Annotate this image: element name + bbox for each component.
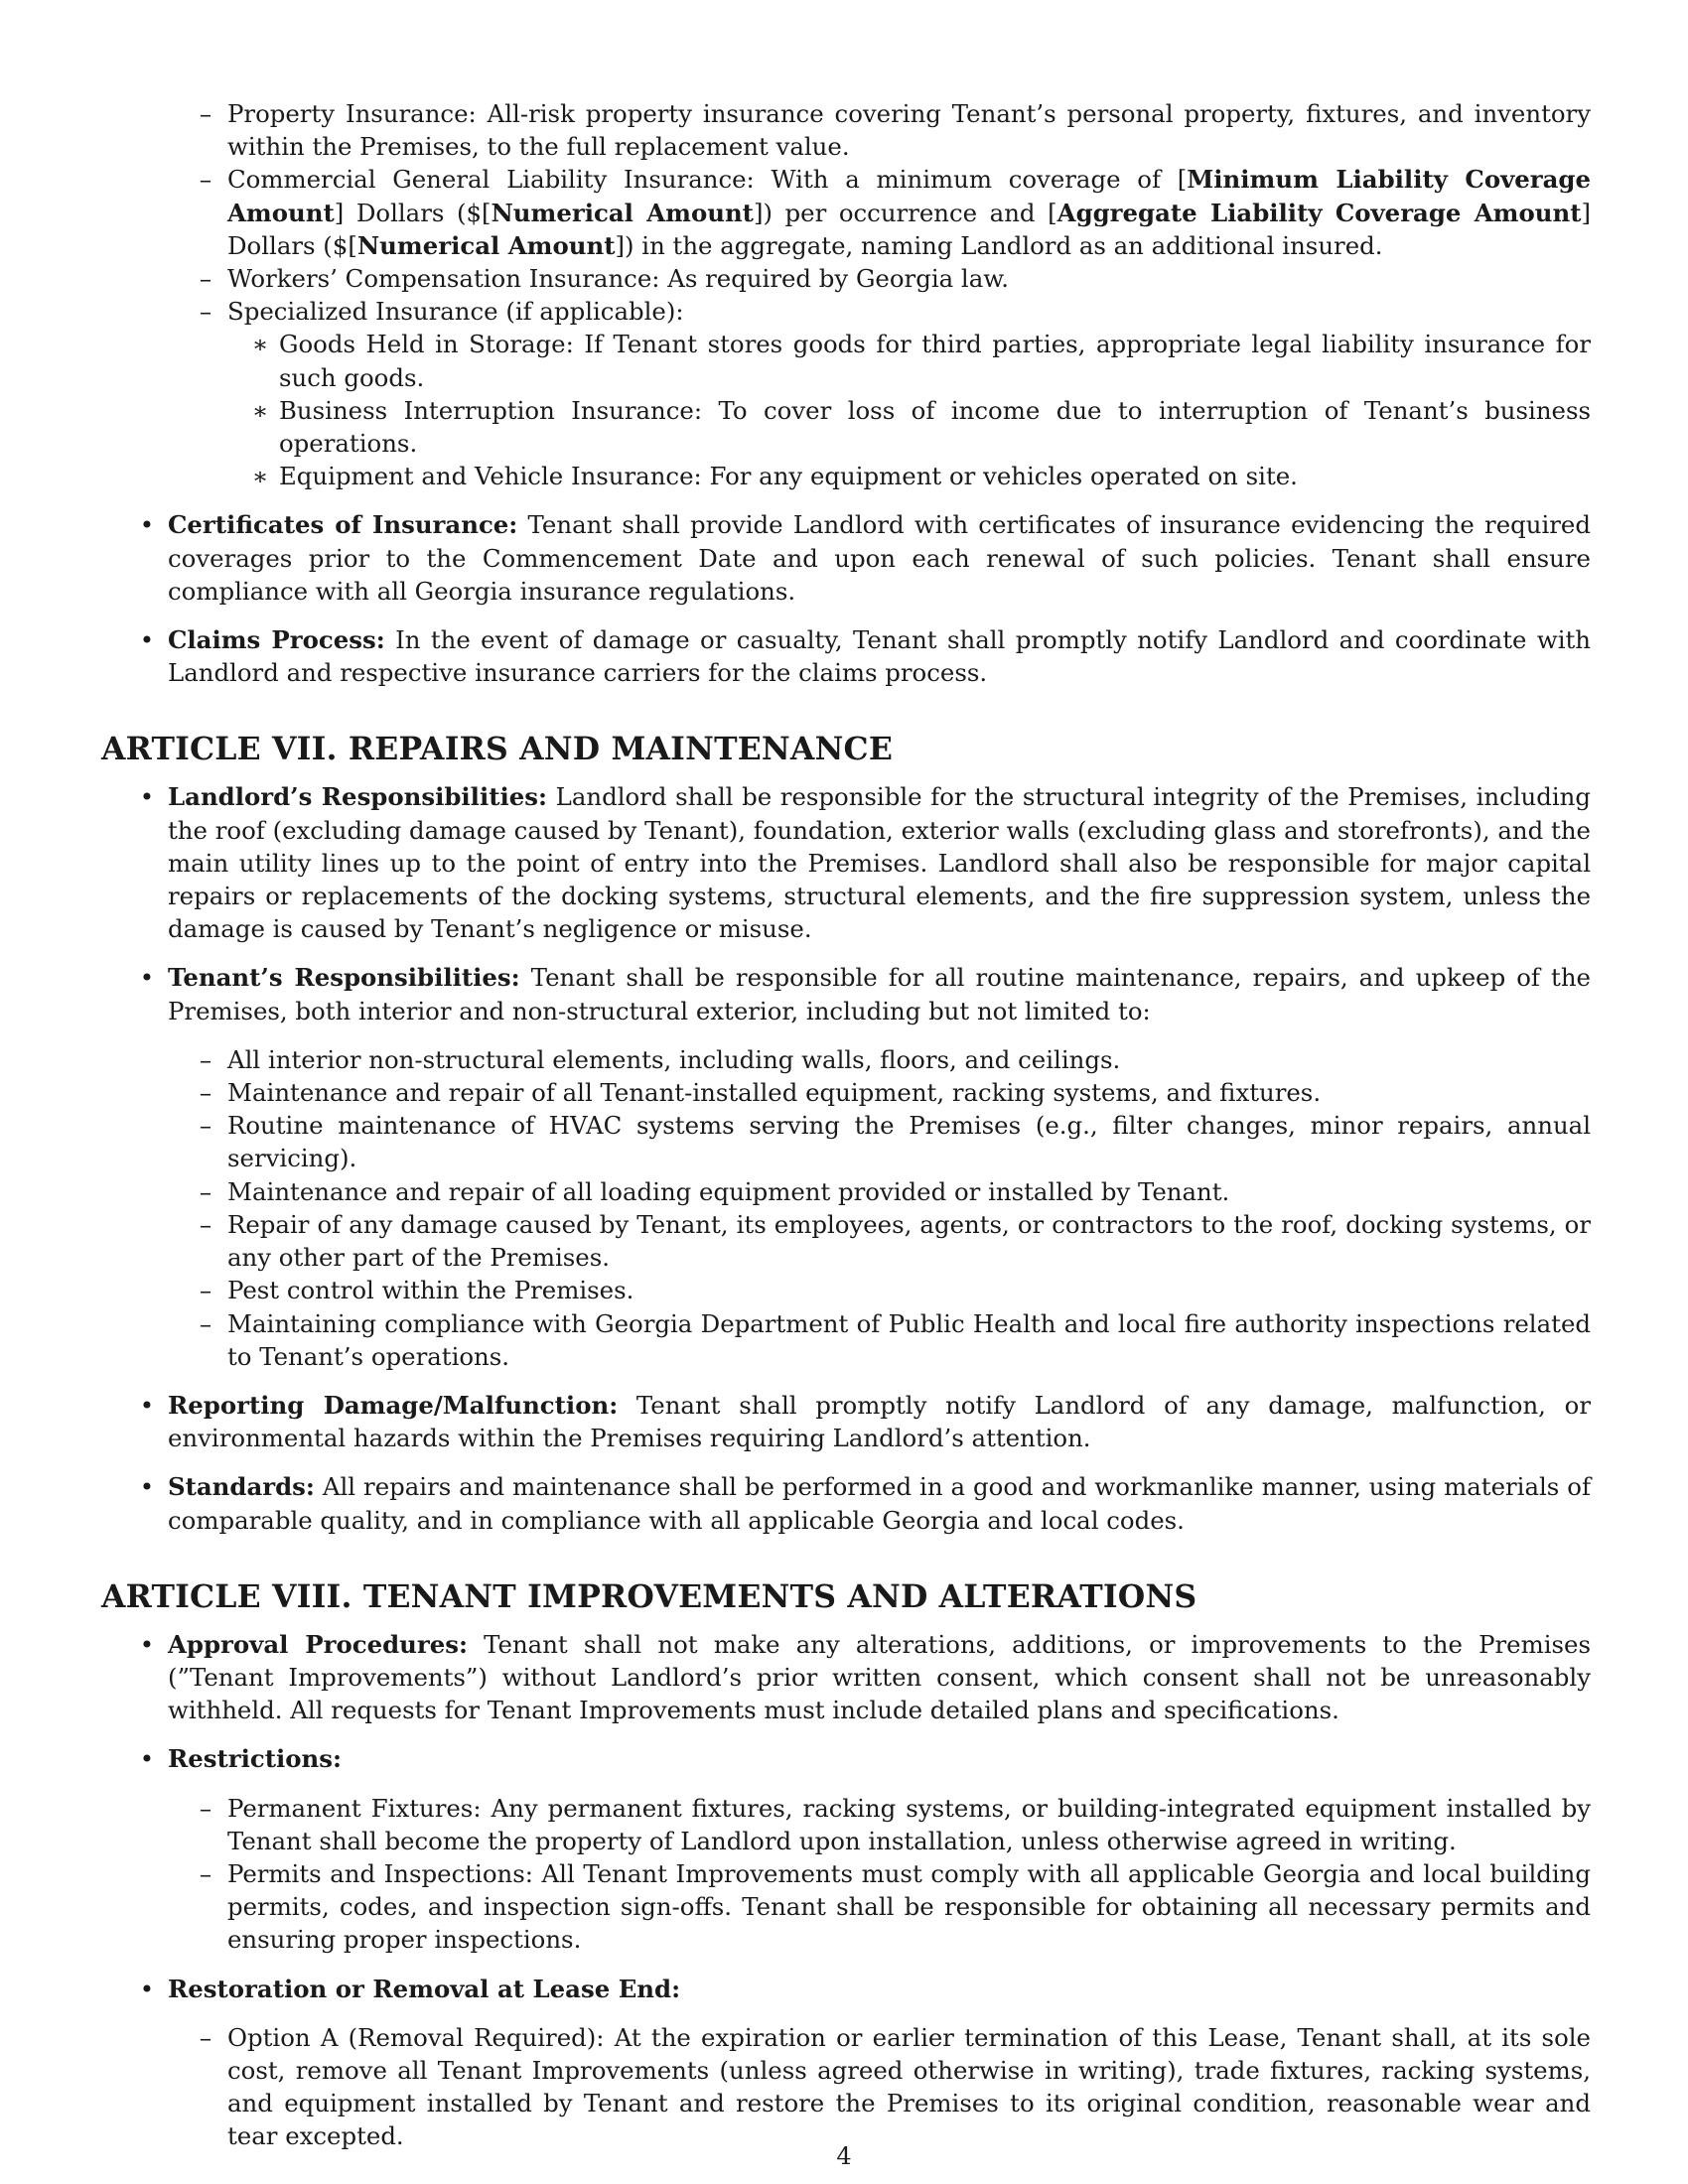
bullet-marker: •: [139, 963, 155, 993]
dash-marker: –: [199, 1044, 212, 1074]
bullet-text: All repairs and maintenance shall be performed in a good and workmanlike manner, using materials of comparable quality, and in compliance with all applicable Georgia and local codes.: [168, 1472, 1591, 1535]
restoration-item: [101, 2021, 1591, 2153]
item-text: ] Dollars ($[: [334, 198, 492, 227]
bullet-marker: •: [139, 1629, 155, 1659]
item-text: Pest control within the Premises.: [227, 1276, 634, 1305]
dash-marker: –: [199, 297, 212, 327]
dash-marker: –: [199, 1308, 212, 1338]
dash-marker: –: [199, 1858, 212, 1888]
item-text: Permanent Fixtures: Any permanent fixtures, racking systems, or building-integrated equipment installed by Tenant shall become the property of Landlord upon installation, unless otherwise agreed in writing.: [227, 1793, 1591, 1855]
item-text: Specialized Insurance (if applicable):: [227, 297, 684, 327]
specialized-subitem: [101, 460, 1591, 492]
restrictions-bullet: [101, 1742, 1591, 1775]
restriction-item: [101, 1792, 1591, 1857]
dash-marker: –: [199, 1078, 212, 1108]
bullet-text: Landlord shall be responsible for the structural integrity of the Premises, including the roof (excluding damage caused by Tenant), foundation, exterior walls (excluding glass and storefronts), and the main utility lines up to the point of entry into the Premises. Landlord shall also be responsible for major capital repairs or replacements of the docking systems, structural elements, and the fire suppression system, unless the damage is caused by Tenant’s negligence or misuse.: [168, 782, 1591, 944]
dash-marker: –: [199, 2022, 212, 2052]
specialized-subitem: [101, 394, 1591, 460]
claims-bullet: [101, 623, 1591, 689]
star-marker: ∗: [251, 330, 269, 359]
dash-marker: –: [199, 264, 212, 294]
bullet-label: Standards:: [168, 1472, 315, 1502]
item-text: Workers’ Compensation Insurance: As required by Georgia law.: [227, 264, 1009, 294]
tenant-responsibility-item: [101, 1274, 1591, 1306]
tenant-responsibility-item: [101, 1208, 1591, 1274]
tenant-responsibility-item: [101, 1109, 1591, 1174]
star-marker: ∗: [251, 462, 269, 491]
item-text: Maintenance and repair of all loading equipment provided or installed by Tenant.: [227, 1176, 1230, 1206]
bullet-marker: •: [139, 510, 155, 540]
bullet-marker: •: [139, 625, 155, 655]
bullet-label: Reporting Damage/Malfunction:: [168, 1390, 619, 1420]
landlord-responsibilities-bullet: [101, 780, 1591, 945]
insurance-property-item: [101, 97, 1591, 163]
item-text: Option A (Removal Required): At the expiration or earlier termination of this Lease, Tenant shall, at its sole cost, remove all Tenant Improvements (unless agreed otherwise in writing), trade fixtures, racking systems, and equipment installed by Tenant and restore the Premises to its original condition, reasonable wear and tear excepted.: [227, 2022, 1591, 2151]
bullet-text: Tenant shall not make any alterations, additions, or improvements to the Premises (”Tenant Improvements”) without Landlord’s prior written consent, which consent shall not be unreasonably withheld. All requests for Tenant Improvements must include detailed plans and specifications.: [168, 1629, 1591, 1725]
item-text: All interior non-structural elements, including walls, floors, and ceilings.: [227, 1044, 1121, 1074]
placeholder-text: Numerical Amount: [491, 198, 754, 227]
dash-marker: –: [199, 1209, 212, 1239]
specialized-subitem: [101, 328, 1591, 393]
insurance-workers-item: [101, 262, 1591, 295]
bullet-marker: •: [139, 1390, 155, 1420]
insurance-cgl-item: [101, 163, 1591, 262]
bullet-label: Tenant’s Responsibilities:: [168, 963, 520, 993]
bullet-label: Restoration or Removal at Lease End:: [168, 1974, 681, 2003]
item-text: Property Insurance: All-risk property insurance covering Tenant’s personal property, fixtures, and inventory within the Premises, to the full replacement value.: [227, 99, 1591, 162]
approval-procedures-bullet: [101, 1628, 1591, 1727]
tenant-responsibility-item: [101, 1043, 1591, 1076]
bullet-text: Tenant shall provide Landlord with certificates of insurance evidencing the required coverages prior to the Commencement Date and upon each renewal of such policies. Tenant shall ensure compliance with all Georgia insurance regulations.: [168, 510, 1591, 606]
dash-marker: –: [199, 1793, 212, 1823]
bullet-text: In the event of damage or casualty, Tenant shall promptly notify Landlord and coordinate with Landlord and respective insurance carriers for the claims process.: [168, 625, 1592, 688]
item-text: Routine maintenance of HVAC systems serving the Premises (e.g., filter changes, minor repairs, annual servicing).: [227, 1111, 1591, 1173]
dash-marker: –: [199, 165, 212, 195]
item-text: Goods Held in Storage: If Tenant stores goods for third parties, appropriate legal liability insurance for such goods.: [279, 330, 1591, 392]
bullet-marker: •: [139, 1974, 155, 2003]
restriction-item: [101, 1857, 1591, 1957]
bullet-marker: •: [139, 782, 155, 812]
item-text: Permits and Inspections: All Tenant Improvements must comply with all applicable Georgia and local building permits, codes, and inspection sign-offs. Tenant shall be responsible for obtaining all necessary permits and ensuring proper inspections.: [227, 1858, 1591, 1955]
article-8-heading: ARTICLE VIII. TENANT IMPROVEMENTS AND ALTERATIONS: [101, 1577, 1197, 1615]
bullet-label: Approval Procedures:: [168, 1629, 468, 1659]
dash-marker: –: [199, 1111, 212, 1141]
tenant-responsibility-item: [101, 1076, 1591, 1109]
placeholder-text: Minimum Liability Coverage Amount: [227, 165, 1592, 227]
dash-marker: –: [199, 1176, 212, 1206]
bullet-marker: •: [139, 1744, 155, 1774]
certificates-bullet: [101, 508, 1591, 608]
placeholder-text: Numerical Amount: [356, 230, 616, 260]
tenant-responsibilities-bullet: [101, 961, 1591, 1026]
insurance-specialized-item: [101, 295, 1591, 328]
restoration-bullet: [101, 1973, 1591, 2005]
page-content: [101, 97, 1591, 2153]
bullet-text: Tenant shall promptly notify Landlord of any damage, malfunction, or environmental hazards within the Premises requiring Landlord’s attention.: [168, 1390, 1591, 1453]
item-text: ]) per occurrence and [: [753, 198, 1057, 227]
item-text: Equipment and Vehicle Insurance: For any equipment or vehicles operated on site.: [279, 462, 1298, 491]
dash-marker: –: [199, 1276, 212, 1305]
item-text: Commercial General Liability Insurance: With a minimum coverage of [: [227, 165, 1188, 195]
bullet-label: Claims Process:: [168, 625, 385, 655]
bullet-label: Restrictions:: [168, 1744, 343, 1774]
tenant-responsibility-item: [101, 1175, 1591, 1208]
bullet-marker: •: [139, 1472, 155, 1502]
item-text: ]) in the aggregate, naming Landlord as an additional insured.: [615, 230, 1383, 260]
item-text: Repair of any damage caused by Tenant, its employees, agents, or contractors to the roof, docking systems, or any other part of the Premises.: [227, 1209, 1591, 1273]
dash-marker: –: [199, 99, 212, 128]
bullet-text: Tenant shall be responsible for all routine maintenance, repairs, and upkeep of the Premises, both interior and non-structural exterior, including but not limited to:: [168, 963, 1591, 1025]
item-text: Maintenance and repair of all Tenant-installed equipment, racking systems, and fixtures.: [227, 1078, 1322, 1108]
star-marker: ∗: [251, 395, 269, 425]
standards-bullet: [101, 1470, 1591, 1536]
placeholder-text: Aggregate Liability Coverage Amount: [1056, 198, 1582, 227]
bullet-label: Certificates of Insurance:: [168, 510, 518, 540]
item-text: Business Interruption Insurance: To cover loss of income due to interruption of Tenant’s business operations.: [279, 395, 1591, 459]
item-text: ] Dollars ($[: [227, 198, 1591, 260]
article-7-heading: ARTICLE VII. REPAIRS AND MAINTENANCE: [101, 731, 894, 768]
item-text: Maintaining compliance with Georgia Department of Public Health and local fire authority inspections related to Tenant’s operations.: [227, 1308, 1591, 1371]
tenant-responsibility-item: [101, 1307, 1591, 1373]
page-number: 4: [836, 2142, 852, 2170]
bullet-label: Landlord’s Responsibilities:: [168, 782, 547, 812]
reporting-damage-bullet: [101, 1389, 1591, 1454]
